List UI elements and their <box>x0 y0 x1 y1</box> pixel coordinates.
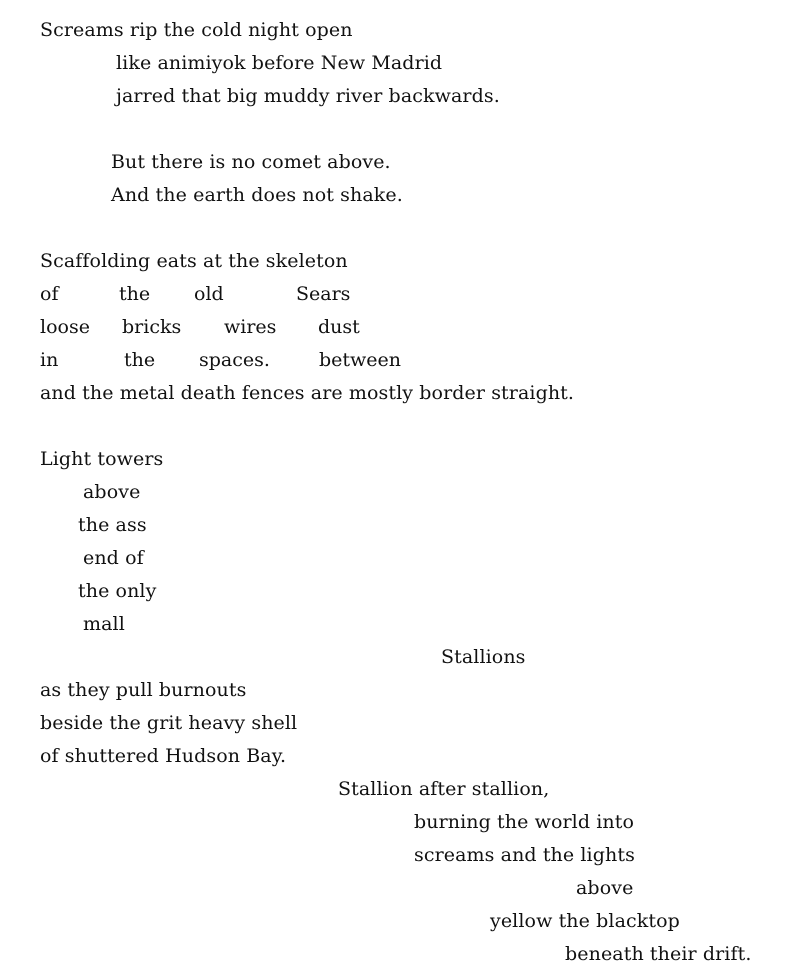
poem-word: old <box>194 283 224 305</box>
poem-word: the <box>124 349 156 371</box>
poem-line: Scaffolding eats at the skeleton <box>40 250 348 272</box>
poem-line: the ass <box>78 514 147 536</box>
poem-line: beside the grit heavy shell <box>40 712 298 734</box>
poem-line: screams and the lights <box>414 844 635 866</box>
poem-line: mall <box>83 613 125 635</box>
poem-word: in <box>40 349 59 371</box>
poem-line: and the metal death fences are mostly border straight. <box>40 382 575 404</box>
poem-word: Sears <box>296 283 351 305</box>
poem-line: And the earth does not shake. <box>111 184 403 206</box>
poem-word: bricks <box>122 316 182 338</box>
poem-word: loose <box>40 316 90 338</box>
poem-line: of shuttered Hudson Bay. <box>40 745 287 767</box>
poem-line: Screams rip the cold night open <box>40 19 353 41</box>
poem-word: dust <box>318 316 360 338</box>
poem-word: spaces. <box>199 349 270 371</box>
poem-word: the <box>119 283 151 305</box>
poem-line: above <box>83 481 141 503</box>
poem-word: wires <box>224 316 277 338</box>
poem-line: as they pull burnouts <box>40 679 247 701</box>
poem-line: like animiyok before New Madrid <box>116 52 443 74</box>
poem-line: the only <box>78 580 157 602</box>
poem-line: yellow the blacktop <box>490 910 680 932</box>
poem-line: jarred that big muddy river backwards. <box>116 85 500 107</box>
poem-line: But there is no comet above. <box>111 151 391 173</box>
poem-line: Light towers <box>40 448 164 470</box>
poem-line: Stallions <box>441 646 526 668</box>
poem-word: of <box>40 283 59 305</box>
poem-line: end of <box>83 547 144 569</box>
poem-line: Stallion after stallion, <box>338 778 550 800</box>
poem-line: burning the world into <box>414 811 635 833</box>
poem-line: beneath their drift. <box>565 943 752 965</box>
poem-line: above <box>576 877 634 899</box>
poem-word: between <box>319 349 402 371</box>
